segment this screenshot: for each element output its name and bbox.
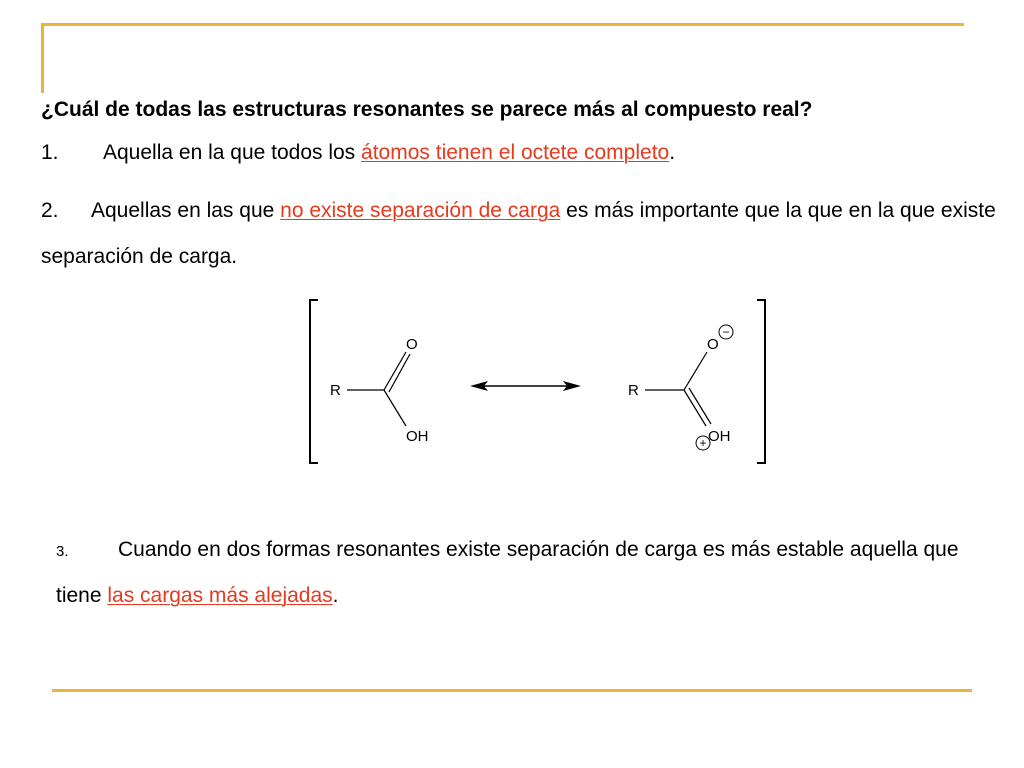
right-co-bond [684,352,707,390]
point-1-end: . [669,141,676,164]
right-coh-double-bond-b [689,388,711,424]
slide-text [41,98,1001,280]
bottom-decorative-line [52,689,972,692]
left-coh-bond [384,390,406,426]
right-oh-label: OH [708,428,731,445]
right-bracket [757,300,765,463]
negative-charge-sign: − [722,325,730,339]
right-coh-double-bond-a [684,390,706,426]
point-3-text: Cuando en dos formas resonantes existe separación de carga es más estable aquella que tiene [56,538,959,607]
point-3-end: . [332,584,339,607]
point-2-text: Aquellas en las que [91,199,281,222]
slide-question: ¿Cuál de todas las estructuras resonantes se parece más al compuesto real? [41,98,813,121]
left-o-label: O [406,336,418,353]
point-1-highlight: átomos tienen el octete completo [361,141,670,164]
point-1-number: 1. [41,141,59,164]
right-r-label: R [628,382,639,399]
left-structure [330,336,429,445]
point-3-highlight: las cargas más alejadas [107,584,333,607]
left-bracket [310,300,318,463]
negative-charge-icon [719,325,733,339]
point-3-number: 3. [56,543,69,560]
point-2 [41,188,1001,280]
left-r-label: R [330,382,341,399]
left-co-double-bond-b [389,354,410,392]
point-3 [56,528,986,618]
left-co-double-bond-a [384,352,406,390]
point-2-highlight: no existe separación de carga [280,199,561,222]
point-2-end: es más importante que la que en la que existe separación de carga. [41,199,996,268]
right-structure [628,325,733,450]
point-2-number: 2. [41,199,59,222]
point-1-text: Aquella en la que todos los [103,141,362,164]
top-decorative-line [42,23,964,26]
resonance-arrow [470,381,581,391]
left-oh-label: OH [406,428,429,445]
right-o-label: O [707,336,719,353]
left-decorative-line [41,23,44,93]
positive-charge-sign: + [699,436,707,450]
point-1 [41,141,1001,165]
resonance-scheme [300,295,780,470]
